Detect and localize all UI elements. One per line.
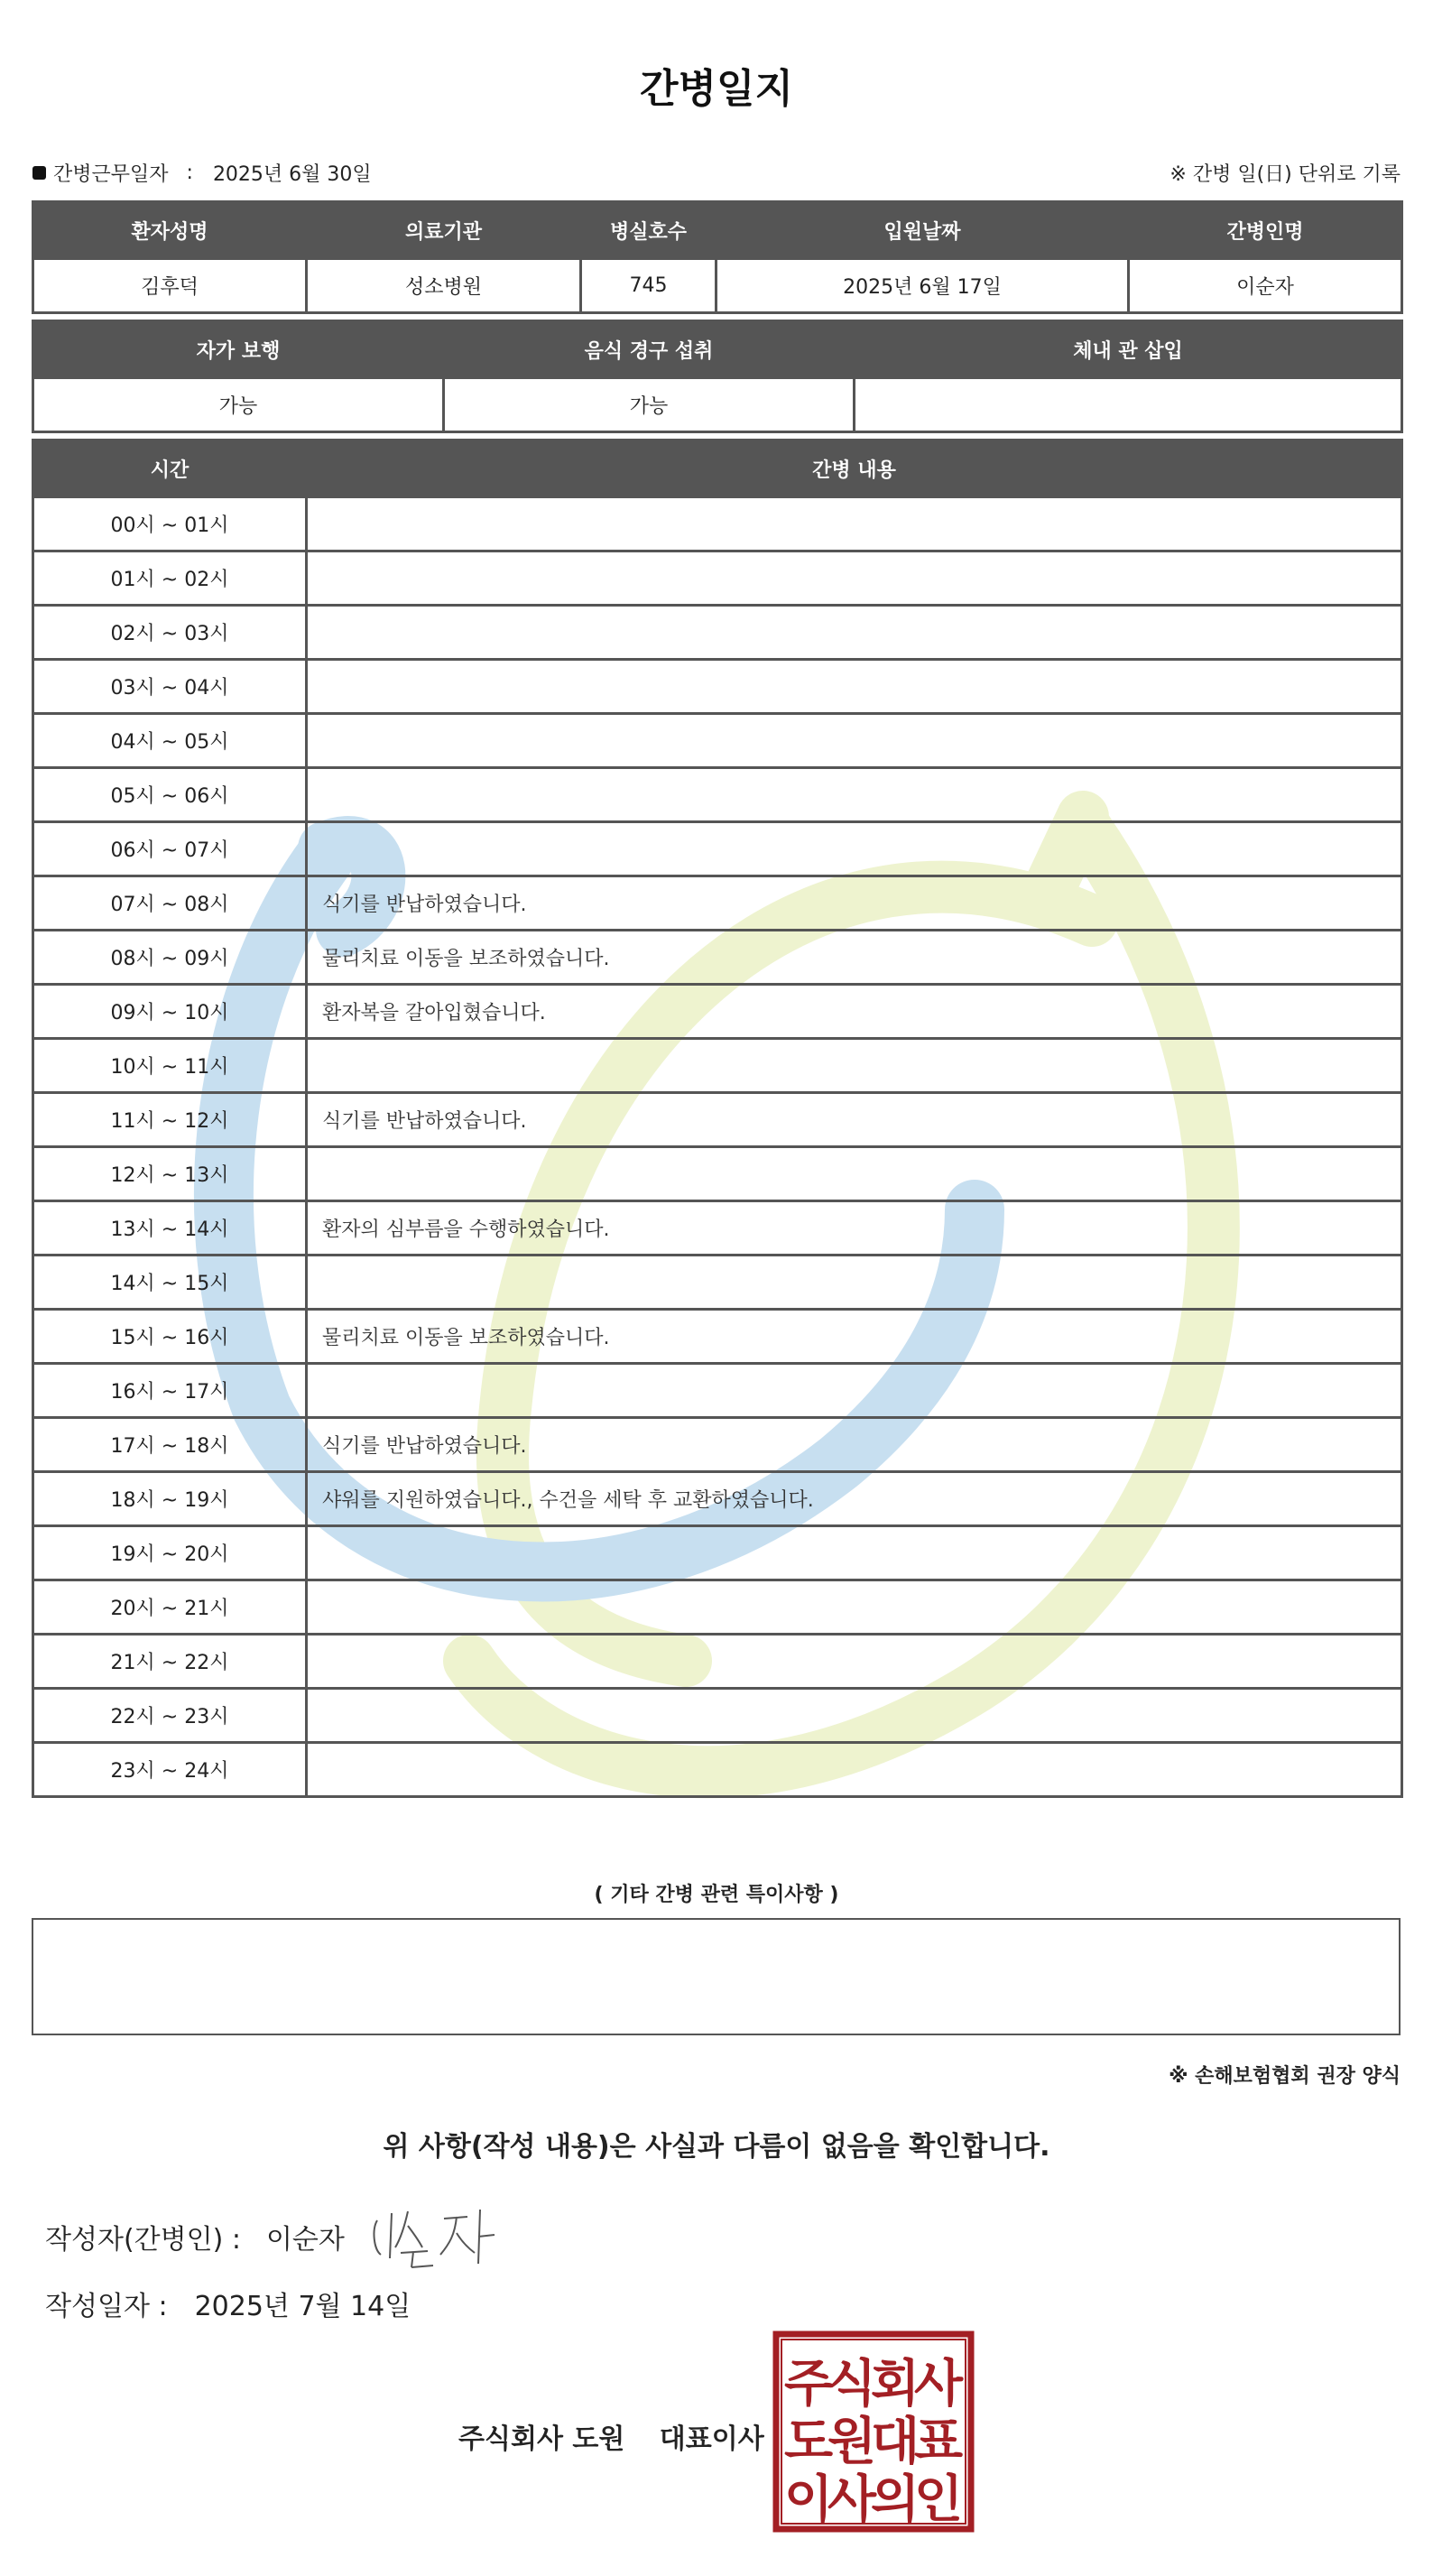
value-tube-insertion: [855, 378, 1402, 432]
written-date-label: 작성일자 :: [45, 2291, 168, 2322]
log-row: [33, 1743, 1402, 1797]
svg-text:표: 표: [913, 2413, 964, 2471]
value-patient-name: 김후덕: [33, 259, 307, 313]
log-row: [33, 1310, 1402, 1364]
header-time: 시간: [33, 440, 307, 497]
company-signature-line: [458, 2416, 764, 2456]
header-tube-insertion: 체내 관 삽입: [855, 321, 1402, 378]
log-row: [33, 1580, 1402, 1635]
value-caregiver-name: 이순자: [1129, 259, 1402, 313]
log-content-cell: 식기를 반납하였습니다.: [307, 1093, 1402, 1147]
log-row: [33, 714, 1402, 768]
log-content-cell: 식기를 반납하였습니다.: [307, 1418, 1402, 1472]
work-date-line: [32, 159, 372, 187]
representative-title: 대표이사: [659, 2423, 764, 2455]
log-time-cell: 22시 ~ 23시: [33, 1689, 307, 1743]
work-date-value: 2025년 6월 30일: [212, 163, 372, 186]
value-room-number: 745: [581, 259, 716, 313]
value-hospital: 성소병원: [307, 259, 581, 313]
svg-text:사: 사: [827, 2470, 877, 2529]
log-row: [33, 660, 1402, 714]
special-notes-title: ( 기타 간병 관련 특이사항 ): [594, 1884, 839, 1906]
header-oral-intake: 음식 경구 섭취: [444, 321, 855, 378]
log-content-cell: [307, 1689, 1402, 1743]
log-content-cell: [307, 1256, 1402, 1310]
log-content-cell: 물리치료 이동을 보조하였습니다.: [307, 1310, 1402, 1364]
log-content-cell: [307, 606, 1402, 660]
log-time-cell: 00시 ~ 01시: [33, 497, 307, 551]
log-content-cell: 환자복을 갈아입혔습니다.: [307, 985, 1402, 1039]
patient-status-header-row: [33, 321, 1402, 378]
log-time-cell: 01시 ~ 02시: [33, 551, 307, 606]
log-content-cell: [307, 1743, 1402, 1797]
log-content-cell: [307, 1526, 1402, 1580]
log-content-cell: 식기를 반납하였습니다.: [307, 876, 1402, 931]
work-date-label: 간병근무일자: [53, 163, 169, 186]
svg-text:이: 이: [783, 2470, 834, 2529]
header-hospital: 의료기관: [307, 202, 581, 259]
log-time-cell: 21시 ~ 22시: [33, 1635, 307, 1689]
author-label: 작성자(간병인) :: [45, 2224, 241, 2256]
log-row: [33, 497, 1402, 551]
log-time-cell: 08시 ~ 09시: [33, 931, 307, 985]
page-title: 간병일지: [639, 66, 793, 112]
log-row: [33, 1039, 1402, 1093]
patient-status-value-row: [33, 378, 1402, 432]
log-time-cell: 20시 ~ 21시: [33, 1580, 307, 1635]
log-content-cell: [307, 497, 1402, 551]
svg-text:대: 대: [870, 2413, 920, 2471]
log-time-cell: 16시 ~ 17시: [33, 1364, 307, 1418]
value-oral-intake: 가능: [444, 378, 855, 432]
svg-text:원: 원: [827, 2413, 877, 2471]
svg-text:회: 회: [870, 2355, 920, 2414]
log-time-cell: 04시 ~ 05시: [33, 714, 307, 768]
log-time-cell: 13시 ~ 14시: [33, 1201, 307, 1256]
log-table-body: [33, 497, 1402, 1797]
header-self-walking: 자가 보행: [33, 321, 444, 378]
log-row: [33, 1093, 1402, 1147]
log-header-row: [33, 440, 1402, 497]
company-seal-stamp: [772, 2330, 975, 2533]
header-room-number: 병실호수: [581, 202, 716, 259]
log-content-cell: [307, 1580, 1402, 1635]
log-time-cell: 10시 ~ 11시: [33, 1039, 307, 1093]
log-content-cell: 샤워를 지원하였습니다., 수건을 세탁 후 교환하였습니다.: [307, 1472, 1402, 1526]
header-caregiver-name: 간병인명: [1129, 202, 1402, 259]
log-time-cell: 06시 ~ 07시: [33, 822, 307, 876]
svg-text:주: 주: [783, 2355, 834, 2414]
written-date-value: 2025년 7월 14일: [194, 2291, 411, 2322]
log-row: [33, 985, 1402, 1039]
author-name: 이순자: [265, 2224, 345, 2256]
value-self-walking: 가능: [33, 378, 444, 432]
log-content-cell: [307, 660, 1402, 714]
patient-info-value-row: [33, 259, 1402, 313]
log-row: [33, 876, 1402, 931]
log-row: [33, 606, 1402, 660]
log-content-cell: 물리치료 이동을 보조하였습니다.: [307, 931, 1402, 985]
log-time-cell: 12시 ~ 13시: [33, 1147, 307, 1201]
log-content-cell: [307, 1147, 1402, 1201]
log-time-cell: 02시 ~ 03시: [33, 606, 307, 660]
svg-text:사: 사: [913, 2355, 964, 2414]
log-content-cell: [307, 714, 1402, 768]
value-admission-date: 2025년 6월 17일: [716, 259, 1129, 313]
log-row: [33, 551, 1402, 606]
log-content-cell: [307, 551, 1402, 606]
log-time-cell: 05시 ~ 06시: [33, 768, 307, 822]
log-row: [33, 1635, 1402, 1689]
svg-text:식: 식: [827, 2355, 877, 2414]
log-content-cell: [307, 1635, 1402, 1689]
log-row: [33, 1201, 1402, 1256]
log-row: [33, 1418, 1402, 1472]
work-date-colon: :: [186, 162, 193, 184]
svg-text:인: 인: [913, 2470, 964, 2529]
confirmation-statement: 위 사항(작성 내용)은 사실과 다름이 없음을 확인합니다.: [383, 2131, 1050, 2163]
log-time-cell: 18시 ~ 19시: [33, 1472, 307, 1526]
log-content-cell: [307, 768, 1402, 822]
log-content-cell: 환자의 심부름을 수행하였습니다.: [307, 1201, 1402, 1256]
log-time-cell: 19시 ~ 20시: [33, 1526, 307, 1580]
patient-info-header-row: [33, 202, 1402, 259]
log-content-cell: [307, 822, 1402, 876]
log-row: [33, 822, 1402, 876]
log-time-cell: 03시 ~ 04시: [33, 660, 307, 714]
handwritten-signature: [368, 2202, 504, 2270]
log-row: [33, 768, 1402, 822]
author-line: [45, 2217, 345, 2256]
log-content-cell: [307, 1039, 1402, 1093]
company-name: 주식회사 도원: [458, 2423, 625, 2455]
log-time-cell: 23시 ~ 24시: [33, 1743, 307, 1797]
log-time-cell: 15시 ~ 16시: [33, 1310, 307, 1364]
written-date-line: [45, 2284, 411, 2323]
svg-text:도: 도: [783, 2413, 834, 2471]
header-patient-name: 환자성명: [33, 202, 307, 259]
log-time-cell: 17시 ~ 18시: [33, 1418, 307, 1472]
log-time-cell: 07시 ~ 08시: [33, 876, 307, 931]
log-row: [33, 931, 1402, 985]
log-time-cell: 14시 ~ 15시: [33, 1256, 307, 1310]
log-row: [33, 1147, 1402, 1201]
log-row: [33, 1256, 1402, 1310]
log-time-cell: 09시 ~ 10시: [33, 985, 307, 1039]
log-row: [33, 1689, 1402, 1743]
header-admission-date: 입원날짜: [716, 202, 1129, 259]
log-row: [33, 1526, 1402, 1580]
log-row: [33, 1472, 1402, 1526]
log-content-cell: [307, 1364, 1402, 1418]
association-form-note: ※ 손해보험협회 권장 양식: [1169, 2065, 1401, 2088]
daily-record-note: ※ 간병 일(日) 단위로 기록: [1170, 163, 1401, 186]
bullet-square-icon: [32, 166, 46, 180]
hourly-care-log-table: [32, 439, 1403, 1798]
svg-text:의: 의: [870, 2470, 920, 2529]
special-notes-box: [32, 1918, 1401, 2035]
log-row: [33, 1364, 1402, 1418]
patient-status-table: [32, 320, 1403, 433]
patient-info-table: [32, 200, 1403, 314]
header-care-content: 간병 내용: [307, 440, 1402, 497]
log-time-cell: 11시 ~ 12시: [33, 1093, 307, 1147]
